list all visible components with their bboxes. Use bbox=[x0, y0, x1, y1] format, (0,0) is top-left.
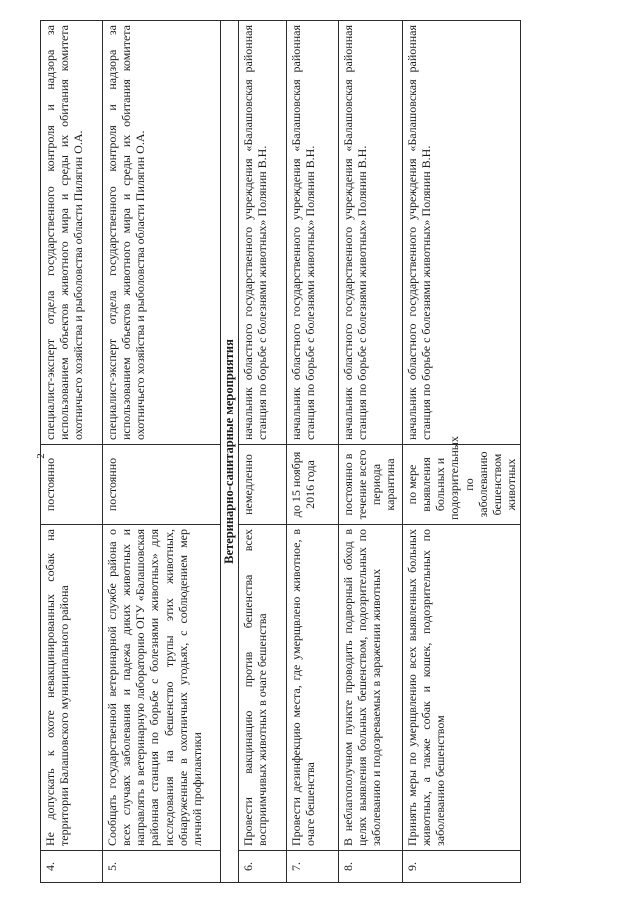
responsible-text: специалист-эксперт отдела государственного контроля и надзора за использованием объектов животного мира и среды их обитания комитета охотничьего хозяйства и рыболовства области Пилягин О.А. bbox=[41, 21, 103, 445]
responsible-text: начальник областного государственного учреждения «Балашовская районная станция по борьбе с болезнями животных» Полянин В.Н. bbox=[239, 21, 287, 445]
row-number: 7. bbox=[287, 851, 339, 883]
measure-text: Провести вакцинацию против бешенства всех восприимчивых животных в очаге бешенства bbox=[239, 525, 287, 851]
table-row bbox=[339, 21, 403, 883]
responsible-text: специалист-эксперт отдела государственного контроля и надзора за использованием объектов животного мира и среды их обитания комитета охотничьего хозяйства и рыболовства области Пилягин О.А. bbox=[103, 21, 221, 445]
row-number: 9. bbox=[403, 851, 521, 883]
row-number: 4. bbox=[41, 851, 103, 883]
table-row bbox=[103, 21, 221, 883]
responsible-text: начальник областного государственного учреждения «Балашовская районная станция по борьбе с болезнями животных» Полянин В.Н. bbox=[403, 21, 521, 445]
section-title: Ветеринарно-санитарные мероприятия bbox=[221, 21, 239, 883]
row-number: 8. bbox=[339, 851, 403, 883]
measure-text: Не допускать к охоте невакцинированных собак на территории Балашовского муниципального района bbox=[41, 525, 103, 851]
term-text: постоянно bbox=[41, 445, 103, 525]
term-text: по мере выявления больных и подозрительных по заболеванию бешенством животных bbox=[403, 445, 521, 525]
section-row bbox=[221, 21, 239, 883]
rotated-document bbox=[40, 21, 600, 883]
row-number: 6. bbox=[239, 851, 287, 883]
row-number: 5. bbox=[103, 851, 221, 883]
measure-text: Провести дезинфекцию места, где умерщвлено животное, в очаге бешенства bbox=[287, 525, 339, 851]
responsible-text: начальник областного государственного учреждения «Балашовская районная станция по борьбе с болезнями животных» Полянин В.Н. bbox=[339, 21, 403, 445]
measure-text: В неблагополучном пункте проводить подворный обход в целях выявления больных бешенством, подозрительных по заболеванию и подозреваемых в заражении животных bbox=[339, 525, 403, 851]
measure-text: Сообщать государственной ветеринарной службе района о всех случаях заболевания и падежа диких животных и направлять в ветеринарную лабораторию ОГУ «Балашовская районная станция по борьбе с болезнями животных» для исследования на бешенство трупы этих животных, обнаруженные в охотничьих угодьях, с соблюдением мер личной профилактики bbox=[103, 525, 221, 851]
table-row bbox=[287, 21, 339, 883]
table-row bbox=[239, 21, 287, 883]
page-number: 2 bbox=[34, 453, 47, 459]
term-text: немедленно bbox=[239, 445, 287, 525]
table-row bbox=[41, 21, 103, 883]
term-text: постоянно в течение всего периода карантина bbox=[339, 445, 403, 525]
responsible-text: начальник областного государственного учреждения «Балашовская районная станция по борьбе с болезнями животных» Полянин В.Н. bbox=[287, 21, 339, 445]
term-text: постоянно bbox=[103, 445, 221, 525]
measure-text: Принять меры по умерщвлению всех выявленных больных животных, а также собак и кошек, подозрительных по заболеванию бешенством bbox=[403, 525, 521, 851]
term-text: до 15 ноября 2016 года bbox=[287, 445, 339, 525]
measures-table bbox=[40, 20, 521, 883]
table-row bbox=[403, 21, 521, 883]
